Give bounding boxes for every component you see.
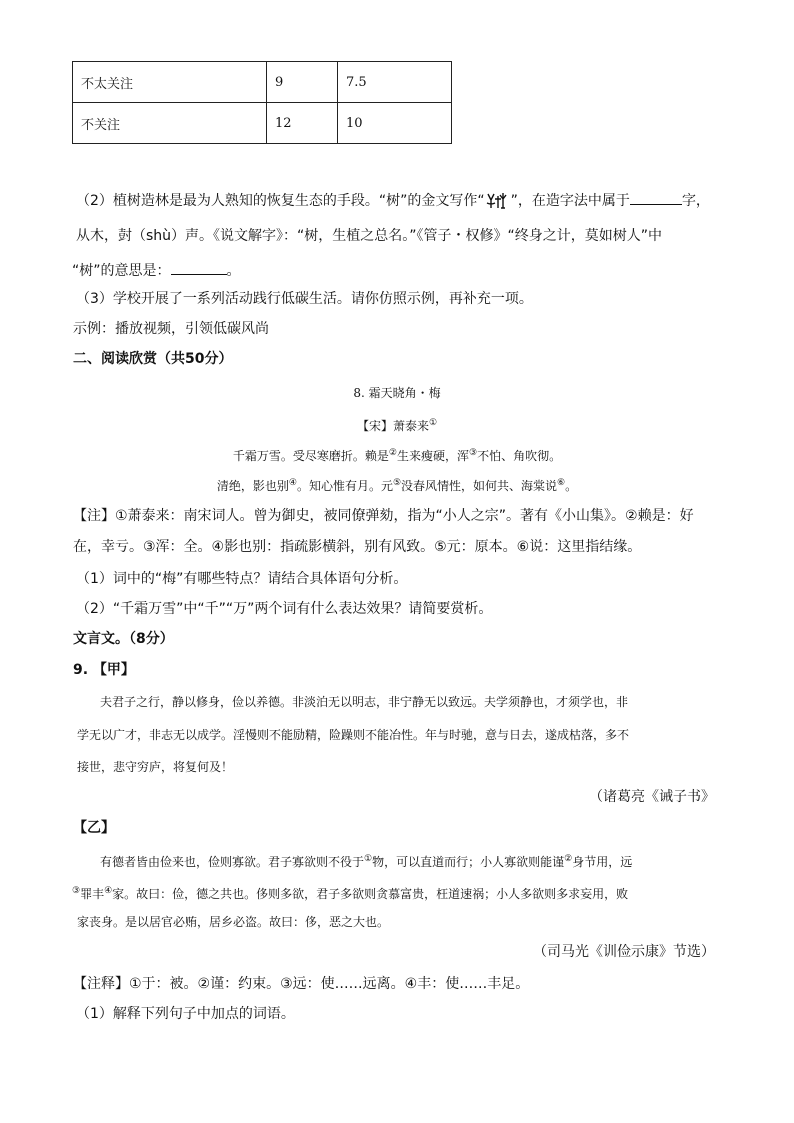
yi-line-3: 家丧身。是以居官必贿，居乡必盗。故曰：侈，恶之大也。 <box>77 915 390 929</box>
yi-text: 物，可以直道而行；小人寡欲则能谨 <box>372 855 565 869</box>
poem-text: 生来瘦硬，浑 <box>396 449 469 463</box>
poem-text: 不怕、角吹彻。 <box>477 449 562 463</box>
table-cell: 不关注 <box>73 103 267 144</box>
poem-author-text: 【宋】萧泰来 <box>356 419 429 433</box>
footnote-mark: ① <box>364 854 373 864</box>
yi-text: 有德者皆由俭来也，俭则寡欲。君子寡欲则不役于 <box>100 855 365 869</box>
question-2-line-2: 从木，尌（shù）声。《说文解字》：“树，生植之总名。”《管子・权修》“终身之计，莫如树人”中 <box>76 228 663 244</box>
classical-question-1: （1）解释下列句子中加点的词语。 <box>76 1006 295 1022</box>
poem-question-1: （1）词中的“梅”有哪些特点？请结合具体语句分析。 <box>76 571 408 587</box>
footnote-mark: ② <box>564 854 573 864</box>
question-3-example: 示例：播放视频，引领低碳风尚 <box>73 321 269 337</box>
table-cell: 12 <box>267 103 338 144</box>
footnote-mark: ④ <box>104 886 113 896</box>
poem-text: 没春风情性，如何共、海棠说 <box>401 479 558 493</box>
table-row <box>73 103 452 144</box>
table-cell: 不太关注 <box>73 62 267 103</box>
yi-line-1 <box>100 850 632 871</box>
poem-text: 。知心惟有月。元 <box>296 479 393 493</box>
table-cell: 9 <box>267 62 338 103</box>
poem-line-2 <box>0 474 794 495</box>
jia-line-2: 学无以广才，非志无以成学。淫慢则不能励精，险躁则不能冶性。年与时驰，意与日去，遂成枯落，多不 <box>77 728 630 742</box>
poem-text: 。 <box>565 479 578 493</box>
question-text: （2）植树造林是最为人熟知的恢复生态的手段。“树”的金文写作“ <box>76 193 485 209</box>
question-9-label: 9. 【甲】 <box>73 662 135 678</box>
question-text: 。 <box>226 263 241 279</box>
poem-question-2: （2）“千霜万雪”中“千”“万”两个词有什么表达效果？请简要赏析。 <box>76 601 493 617</box>
poem-author <box>0 414 794 435</box>
classical-heading: 文言文。（8分） <box>73 631 174 647</box>
poem-notes-line-1: 【注】①萧泰来：南宋词人。曾为御史，被同僚弹劾，指为“小人之宗”。著有《小山集》。②赖是：好 <box>73 508 694 524</box>
yi-text: 家。故曰：俭，德之共也。侈则多欲，君子多欲则贪慕富贵，枉道速祸；小人多欲则多求妄用，败 <box>112 887 629 901</box>
question-2-line-1 <box>76 189 710 211</box>
jia-line-1: 夫君子之行，静以修身，俭以养德。非淡泊无以明志，非宁静无以致远。夫学须静也，才须学也，非 <box>100 695 629 709</box>
jia-source: （诸葛亮《诫子书》 <box>589 789 715 805</box>
poem-text: 千霜万雪。受尽寒磨折。赖是 <box>232 449 389 463</box>
yi-line-2 <box>72 882 628 903</box>
question-text: 字， <box>681 193 710 209</box>
question-2-line-3 <box>72 259 241 281</box>
classical-notes: 【注释】①于：被。②谨：约束。③远：使……远离。④丰：使……丰足。 <box>73 976 530 992</box>
question-text: ”，在造字法中属于 <box>510 193 630 209</box>
footnote-mark: ⑤ <box>392 478 402 488</box>
footnote-mark: ⑥ <box>557 478 566 488</box>
table-cell: 7.5 <box>338 62 452 103</box>
table-row <box>73 62 452 103</box>
answer-blank[interactable] <box>171 259 227 275</box>
poem-title: 8. 霜天晓角・梅 <box>353 386 441 400</box>
poem-text: 清绝，影也别 <box>216 479 289 493</box>
footnote-mark: ③ <box>72 886 81 896</box>
poem-notes-line-2: 在，幸亏。③浑：全。④影也别：指疏影横斜，别有风致。⑤元：原本。⑥说：这里指结缘。 <box>73 539 642 555</box>
footnote-mark: ② <box>388 448 397 458</box>
poem-line-1 <box>0 444 794 465</box>
survey-table <box>72 61 452 144</box>
footnote-mark: ① <box>428 418 438 428</box>
footnote-mark: ③ <box>469 448 478 458</box>
answer-blank[interactable] <box>630 189 682 205</box>
question-3: （3）学校开展了一系列活动践行低碳生活。请你仿照示例，再补充一项。 <box>76 291 533 307</box>
bronze-script-tree-icon <box>485 191 511 211</box>
question-text: “树”的意思是： <box>72 263 171 279</box>
yi-text: 罪丰 <box>80 887 105 901</box>
yi-label: 【乙】 <box>73 820 115 836</box>
section-heading: 二、阅读欣赏（共50分） <box>73 351 233 367</box>
yi-text: 身节用，远 <box>572 855 633 869</box>
jia-line-3: 接世，悲守穷庐，将复何及！ <box>77 760 234 774</box>
footnote-mark: ④ <box>288 478 297 488</box>
yi-source: （司马光《训俭示康》节选） <box>533 944 715 960</box>
table-cell: 10 <box>338 103 452 144</box>
